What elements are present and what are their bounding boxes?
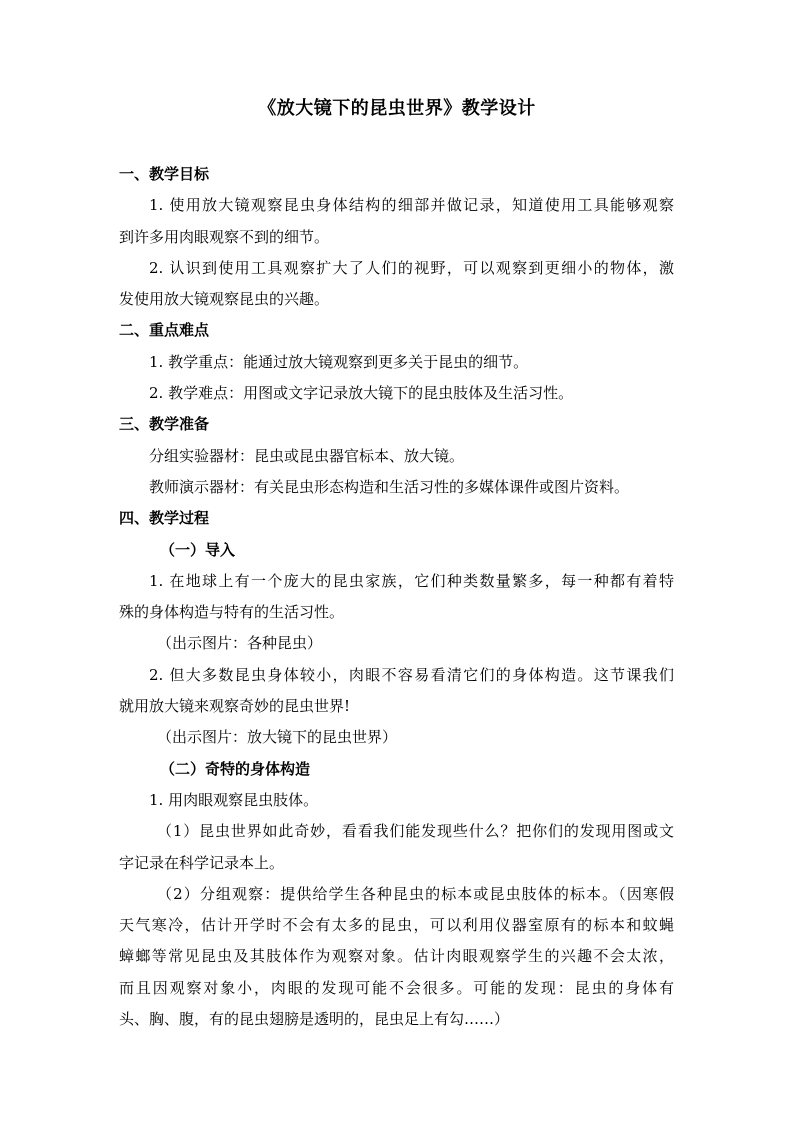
paragraph-line: 蟑螂等常见昆虫及其肢体作为观察对象。估计肉眼观察学生的兴趣不会太浓，: [119, 947, 674, 966]
paragraph-line: 而且因观察对象小，肉眼的发现可能不会很多。可能的发现：昆虫的身体有: [119, 978, 674, 997]
paragraph-line: （1）昆虫世界如此奇妙，看看我们能发现些什么？把你们的发现用图或文: [157, 822, 674, 841]
paragraph-line: 1. 用肉眼观察昆虫肢体。: [149, 790, 319, 809]
subsection-heading-intro: （一）导入: [160, 540, 236, 559]
section-heading-preparation: 三、教学准备: [119, 415, 210, 434]
paragraph-line: 2. 认识到使用工具观察扩大了人们的视野，可以观察到更细小的物体，激: [149, 258, 674, 277]
paragraph-line: 分组实验器材：昆虫或昆虫器官标本、放大镜。: [149, 446, 465, 465]
paragraph-line: 天气寒冷，估计开学时不会有太多的昆虫，可以利用仪器室原有的标本和蚊蝇: [119, 916, 674, 935]
paragraph-line: 2. 但大多数昆虫身体较小，肉眼不容易看清它们的身体构造。这节课我们: [149, 665, 674, 684]
paragraph-line: 到许多用肉眼观察不到的细节。: [119, 227, 330, 246]
paragraph-line: 殊的身体构造与特有的生活习性。: [119, 603, 345, 622]
section-heading-objectives: 一、教学目标: [119, 165, 210, 183]
paragraph-line: 1. 使用放大镜观察昆虫身体结构的细部并做记录，知道使用工具能够观察: [149, 196, 674, 215]
subsection-heading-body-structure: （二）奇特的身体构造: [160, 759, 311, 778]
paragraph-line: （出示图片：各种昆虫）: [157, 634, 323, 653]
paragraph-line: 1. 教学重点：能通过放大镜观察到更多关于昆虫的细节。: [149, 352, 529, 371]
paragraph-line: 字记录在科学记录本上。: [119, 853, 285, 872]
section-heading-key-points: 二、重点难点: [119, 321, 210, 340]
section-heading-process: 四、教学过程: [119, 509, 210, 528]
paragraph-line: 教师演示器材：有关昆虫形态构造和生活习性的多媒体课件或图片资料。: [149, 477, 630, 496]
paragraph-line: （2）分组观察：提供给学生各种昆虫的标本或昆虫肢体的标本。（因寒假: [157, 884, 674, 903]
paragraph-line: 2. 教学难点：用图或文字记录放大镜下的昆虫肢体及生活习性。: [149, 384, 574, 403]
document-body: [119, 159, 674, 1035]
paragraph-line: （出示图片：放大镜下的昆虫世界）: [157, 728, 398, 747]
paragraph-line: 1. 在地球上有一个庞大的昆虫家族，它们种类数量繁多，每一种都有着特: [149, 571, 674, 590]
paragraph-line: 发使用放大镜观察昆虫的兴趣。: [119, 290, 330, 309]
paragraph-line: 就用放大镜来观察奇妙的昆虫世界!: [119, 697, 351, 716]
document-title: 《放大镜下的昆虫世界》教学设计: [258, 98, 536, 119]
paragraph-line: 头、胸、腹，有的昆虫翅膀是透明的，昆虫足上有勾……）: [119, 1010, 510, 1029]
